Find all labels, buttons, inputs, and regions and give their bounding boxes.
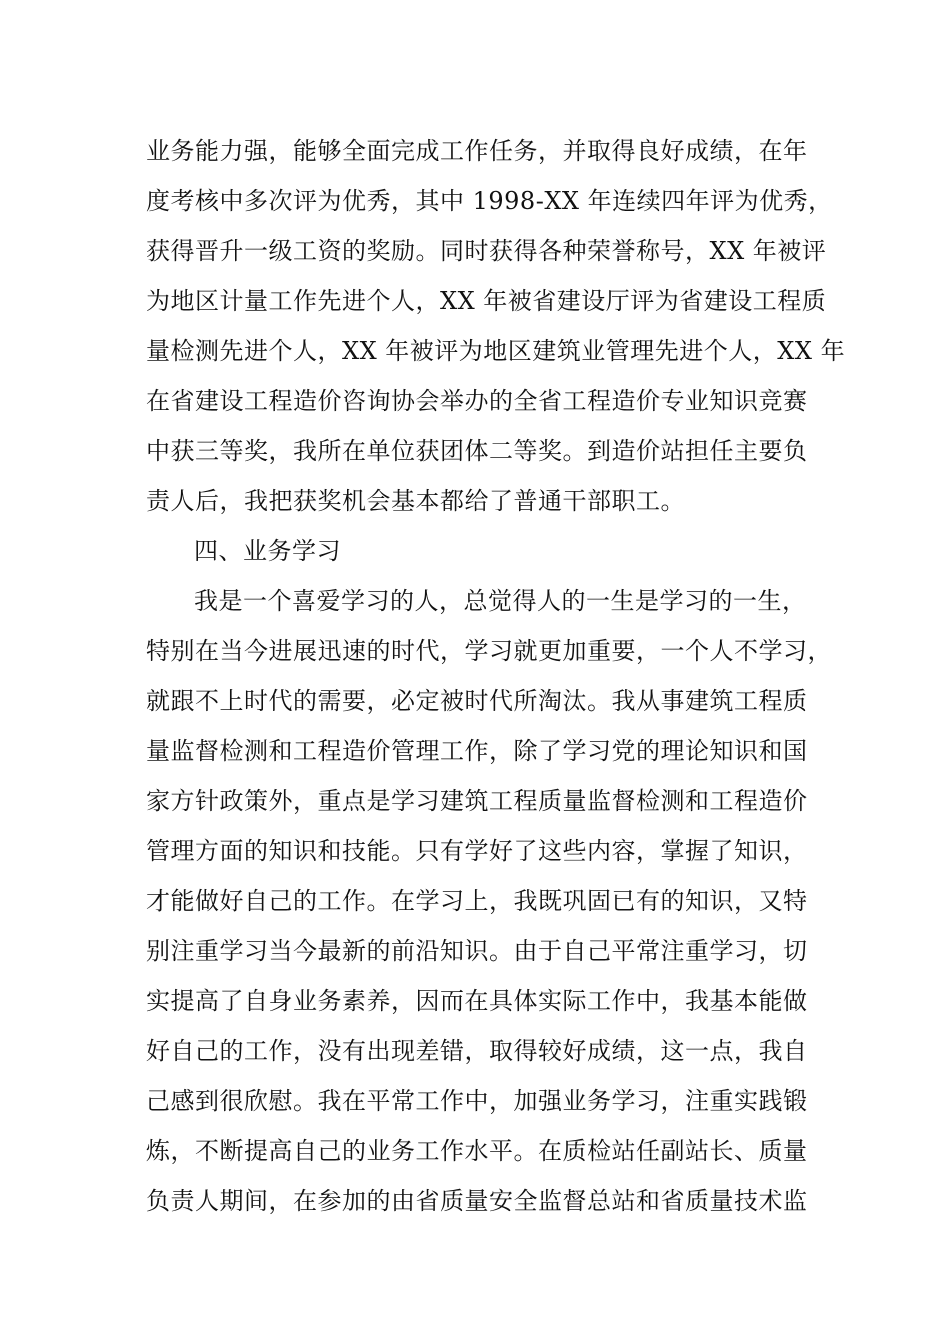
text-line: 责人后，我把获奖机会基本都给了普通干部职工。 [146, 487, 685, 515]
text-line: 度考核中多次评为优秀，其中 1998-XX 年连续四年评为优秀， [146, 187, 833, 215]
text-line: 量监督检测和工程造价管理工作，除了学习党的理论知识和国 [146, 737, 808, 765]
text-line: 负责人期间，在参加的由省质量安全监督总站和省质量技术监 [146, 1187, 808, 1215]
text-line: 实提高了自身业务素养，因而在具体实际工作中，我基本能做 [146, 987, 808, 1015]
document-body [146, 126, 846, 1226]
text-line: 好自己的工作，没有出现差错，取得较好成绩，这一点，我自 [146, 1037, 808, 1065]
text-line: 在省建设工程造价咨询协会举办的全省工程造价专业知识竞赛 [146, 387, 808, 415]
text-line: 就跟不上时代的需要，必定被时代所淘汰。我从事建筑工程质 [146, 687, 808, 715]
text-line: 别注重学习当今最新的前沿知识。由于自己平常注重学习，切 [146, 937, 808, 965]
text-line: 炼，不断提高自己的业务工作水平。在质检站任副站长、质量 [146, 1137, 808, 1165]
section-heading: 四、业务学习 [194, 537, 341, 565]
text-line: 获得晋升一级工资的奖励。同时获得各种荣誉称号，XX 年被评 [146, 237, 827, 265]
text-line: 管理方面的知识和技能。只有学好了这些内容，掌握了知识， [146, 837, 808, 865]
text-line: 我是一个喜爱学习的人，总觉得人的一生是学习的一生， [194, 587, 807, 615]
text-line: 业务能力强，能够全面完成工作任务，并取得良好成绩，在年 [146, 137, 808, 165]
text-line: 己感到很欣慰。我在平常工作中，加强业务学习，注重实践锻 [146, 1087, 808, 1115]
text-line: 才能做好自己的工作。在学习上，我既巩固已有的知识，又特 [146, 887, 808, 915]
text-line: 为地区计量工作先进个人，XX 年被省建设厅评为省建设工程质 [146, 287, 827, 315]
text-line: 量检测先进个人，XX 年被评为地区建筑业管理先进个人，XX 年 [146, 337, 846, 365]
text-line: 特别在当今进展迅速的时代，学习就更加重要，一个人不学习， [146, 637, 832, 665]
text-line: 家方针政策外，重点是学习建筑工程质量监督检测和工程造价 [146, 787, 808, 815]
text-line: 中获三等奖，我所在单位获团体二等奖。到造价站担任主要负 [146, 437, 808, 465]
